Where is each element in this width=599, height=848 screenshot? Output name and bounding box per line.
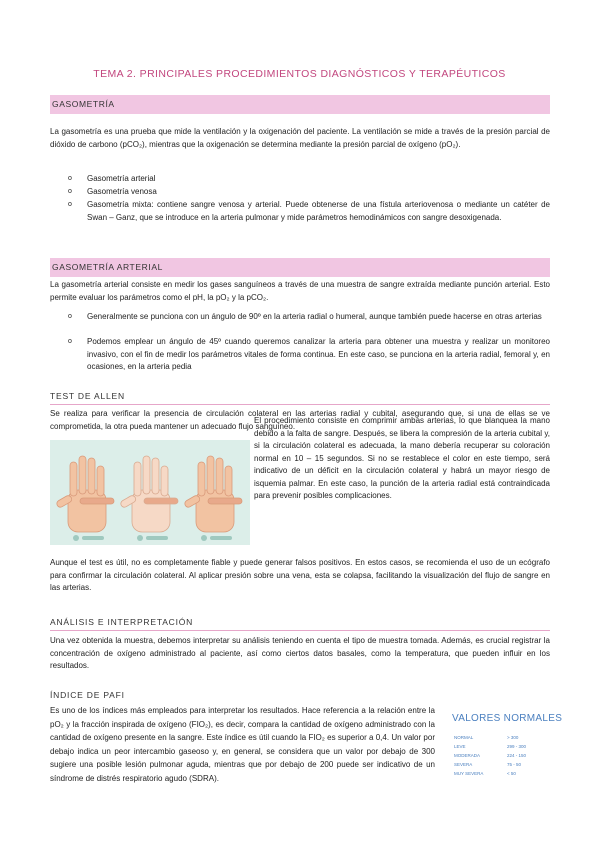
valores-row-value: 224 - 150 <box>507 753 527 758</box>
bullet-icon: o <box>68 201 72 208</box>
page-title: TEMA 2. PRINCIPALES PROCEDIMIENTOS DIAGNÓSTICOS Y TERAPÉUTICOS <box>93 68 506 80</box>
allen-procedure-text: El procedimiento consiste en comprimir ambas arterias, lo que blanquea la mano debido a la falta de sangre. Después, se libera la compresión de la arteria cubital y, si la circulación colateral es adecuada, la mano debería recuperar su coloración normal en 10 – 15 segundos. Si no se restablece el color en este tiempo, será indicativo de un déficit en la circulación colateral y habrá un mayor riesgo de isquemia palmar. En este caso, la punción de la arteria radial está contraindicada para prevenir posibles complicaciones. <box>254 416 550 500</box>
section-heading-gasometria <box>50 95 550 114</box>
valores-normales-table <box>452 713 563 785</box>
gasometria-intro: La gasometría es una prueba que mide la ventilación y la oxigenación del paciente. La ventilación se mide a través de la presión parcial de dióxido de carbono (pCO₂), mientras que la oxigenación se determina mediante la presión parcial de oxígeno (pO₂). <box>50 127 550 149</box>
valores-row-value: 75 - 50 <box>507 762 522 767</box>
bullet-icon: o <box>68 175 72 182</box>
valores-row-value: < 50 <box>507 771 516 776</box>
allen-intro: Se realiza para verificar la presencia de circulación colateral en las arterias radial y cubital, asegurando que, si una de ellas se ve comprometida, la otra pueda mantener un adecuado flujo sanguíneo. <box>50 409 550 431</box>
section-heading-label: GASOMETRÍA <box>52 99 115 109</box>
allen-after-text: Aunque el test es útil, no es completamente fiable y puede generar falsos positivos. En estos casos, se recomienda el uso de un ecógrafo para confirmar la circulación colateral. Al aplicar presión sobre una vena, esta se colapsa, facilitando la visualización del flujo de sangre en las arterias. <box>50 558 550 592</box>
section-heading-arterial <box>50 258 550 277</box>
valores-row-label: SEVERA <box>454 762 473 767</box>
pafi-intro: Es uno de los índices más empleados para interpretar los resultados. Hace referencia a la relación entre la pO₂ y la fracción inspirada de oxígeno (FIO₂), es decir, compara la cantidad de oxígeno administrado con la cantidad de oxígeno presente en la sangre. Este índice es útil cuando la FIO₂ es superior a 0,4. Un valor por debajo indica un peor intercambio gaseoso y, en general, se considera que un valor por debajo de 300 sugiere una posible lesión pulmonar aguda, mientras que por debajo de 200 puede ser indicativo de un síndrome de distrés respiratorio agudo (SDRA). <box>50 706 435 783</box>
arterial-intro: La gasometría arterial consiste en medir los gases sanguíneos a través de una muestra de sangre extraída mediante punción arterial. Esto permite evaluar los parámetros como el pH, la pO₂ y la pCO₂. <box>50 280 550 302</box>
valores-row-label: LEVE <box>454 744 466 749</box>
section-heading-analisis: ANÁLISIS E INTERPRETACIÓN <box>50 617 550 631</box>
bullet-icon: o <box>68 188 72 195</box>
section-heading-pafi: ÍNDICE DE PAFI <box>50 690 125 700</box>
valores-row-label: NORMAL <box>454 735 474 740</box>
bullet-icon: o <box>68 338 72 345</box>
valores-row-value: 299 - 300 <box>507 744 527 749</box>
valores-row-label: MODERADA <box>454 753 481 758</box>
allen-test-hands-illustration <box>50 440 250 545</box>
section-heading-allen: TEST DE ALLEN <box>50 391 550 405</box>
section-heading-label: GASOMETRÍA ARTERIAL <box>52 262 163 272</box>
analisis-intro: Una vez obtenida la muestra, debemos interpretar su análisis teniendo en cuenta el tipo de muestra tomada. Además, es crucial registrar la concentración de oxígeno administrado al paciente, así como ciertos datos basales, como la temperatura, que pueden influir en los resultados. <box>50 636 550 670</box>
bullet-icon: o <box>68 313 72 320</box>
valores-row-value: > 300 <box>507 735 519 740</box>
document-page: TEMA 2. PRINCIPALES PROCEDIMIENTOS DIAGNÓSTICOS Y TERAPÉUTICOS GASOMETRÍA La gasometría es una prueba que mide la ventilación y la oxigenación del paciente. La ventilación se mide a través de la presión parcial de dióxido de carbono (pCO₂), mientras que la oxigenación se determina mediante la presión parcial de oxígeno (pO₂). o Gasometría arterial o Gasometría venosa o Gasometría mixta: contiene sangre venosa y arterial. Puede obtenerse de una fístula arteriovenosa o mediante un catéter de Swan – Ganz, que se introduce en la arteria pulmonar y mide parámetros hemodinámicos con sangre desoxigenada. GASOMETRÍA ARTERIAL La gasometría arterial consiste en medir los gases sanguíneos a través de una muestra de sangre extraída mediante punción arterial. Esto permite evaluar los parámetros como el pH, la pO₂ y la pCO₂. o Generalmente se punciona con un ángulo de 90º en la arteria radial o humeral, aunque también puede hacerse en otras arterias o Podemos emplear un ángulo de 45º cuando queremos canalizar la arteria para obtener una muestra y realizar un monitoreo invasivo, con el fin de medir los parámetros vitales de forma continua. En este caso, se punciona en la arteria radial, femoral y, en ocasiones, en la arteria pedia TEST DE ALLEN Se realiza para verificar la presencia de circulación colateral en las arterias radial y cubital, asegurando que, si una de ellas se ve comprometida, la otra pueda mantener un adecuado flujo sanguíneo. El procedimiento consiste en comprimir ambas arterias, lo que blanquea la mano debido a la falta de sangre. Después, se libera la compresión de la arteria cubital y, si la circulación colateral es adecuada, la mano debería recuperar su coloración normal en 10 – 15 segundos. Si no se restablece el color en este tiempo, será indicativo de un déficit en la circulación colateral y habrá un mayor riesgo de isquemia palmar. En este caso, la punción de la arteria radial está contraindicada para prevenir posibles complicaciones. Aunque el test es útil, no es completamente fiable y puede generar falsos positivos. En estos casos, se recomienda el uso de un ecógrafo para confirmar la circulación colateral. Al aplicar presión sobre una vena, esta se colapsa, facilitando la visualización del flujo de sangre en las arterias. ANÁLISIS E INTERPRETACIÓN Una vez obtenida la muestra, debemos interpretar su análisis teniendo en cuenta el tipo de muestra tomada. Además, es crucial registrar la concentración de oxígeno administrado al paciente, así como ciertos datos basales, como la temperatura, que pueden influir en los resultados. ÍNDICE DE PAFI Es uno de los índices más empleados para interpretar los resultados. Hace referencia a la relación entre la pO₂ y la fracción inspirada de oxígeno (FIO₂), es decir, compara la cantidad de oxígeno administrado con la cantidad de oxígeno presente en la sangre. Este índice es útil cuando la FIO₂ es superior a 0,4. Un valor por debajo indica un peor intercambio gaseoso y, en general, se considera que un valor por debajo de 300 sugiere una posible lesión pulmonar aguda, mientras que por debajo de 200 puede ser indicativo de un síndrome de distrés respiratorio agudo (SDRA). VALORES NORMALES NORMAL > 300 LEVE 299 - 300 MODERADA 224 - 150 SEVERA 75 - 50 MUY SEVERA < 50 <box>0 0 599 848</box>
valores-row-label: MUY SEVERA <box>454 771 484 776</box>
valores-normales-title: VALORES NORMALES <box>452 713 563 724</box>
